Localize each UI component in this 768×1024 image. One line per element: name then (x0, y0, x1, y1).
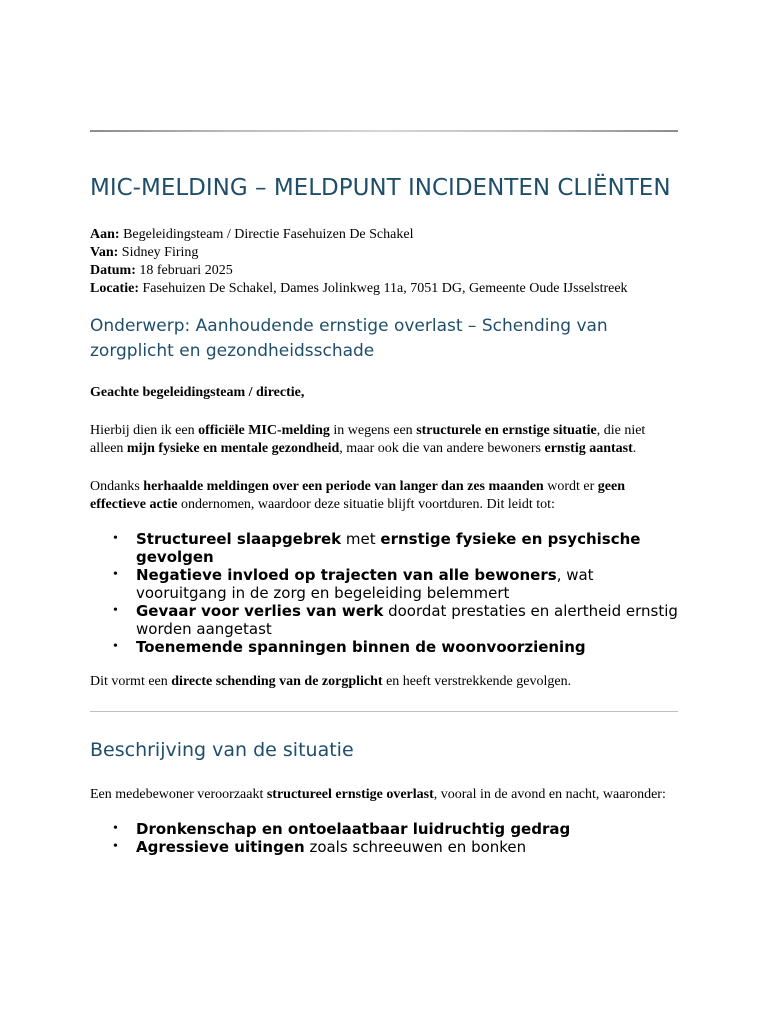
text-run: . (632, 441, 637, 456)
text-run: Ondanks (90, 479, 144, 494)
bold-text: Agressieve uitingen (136, 838, 305, 856)
top-rule (90, 130, 678, 132)
bullet-icon: • (113, 531, 118, 546)
text-run: , die niet alleen (90, 423, 646, 456)
bullet-icon: • (113, 603, 118, 618)
bold-text: ernstige fysieke en psychische gevolgen (136, 530, 641, 566)
bold-text: herhaalde meldingen over een periode van langer dan zes maanden (143, 479, 544, 494)
subject-heading: Onderwerp: Aanhoudende ernstige overlast – Schending van zorgplicht en gezondheidsschade (90, 316, 608, 361)
meta-date (90, 262, 680, 280)
situation-list (90, 820, 680, 856)
document-body (90, 170, 680, 856)
bold-text: structurele en ernstige situatie (416, 423, 597, 438)
list-item (113, 838, 680, 856)
document-title: MIC-MELDING – MELDPUNT INCIDENTEN CLIËNTEN (90, 175, 671, 201)
bold-text: Toenemende spanningen binnen de woonvoorziening (136, 638, 586, 656)
text-run: doordat prestaties en alertheid ernstig worden aangetast (136, 602, 678, 638)
meta-label: Aan: (90, 227, 120, 242)
meta-from (90, 244, 680, 262)
paragraph-situation (90, 786, 680, 804)
section-divider (90, 711, 678, 712)
list-item (113, 820, 680, 838)
meta-location (90, 280, 680, 298)
text-run: met (341, 530, 381, 548)
bullet-icon: • (113, 839, 118, 854)
bold-text: Gevaar voor verlies van werk (136, 602, 384, 620)
text-run: , vooral in de avond en nacht, waaronder: (433, 787, 666, 802)
text-run: in wegens een (329, 423, 417, 438)
bold-text: Dronkenschap en ontoelaatbaar luidruchtig gedrag (136, 820, 571, 838)
bold-text: Structureel slaapgebrek (136, 530, 342, 548)
text-run: zoals schreeuwen en bonken (304, 838, 527, 856)
bullet-icon: • (113, 821, 118, 836)
bold-text: Negatieve invloed op trajecten van alle bewoners (136, 566, 557, 584)
text-run: wordt er (543, 479, 598, 494)
text-run: Dit vormt een (90, 674, 172, 689)
bullet-icon: • (113, 639, 118, 654)
meta-block (90, 226, 680, 298)
meta-value: 18 februari 2025 (135, 263, 233, 278)
paragraph-conclusion (90, 673, 680, 691)
bold-text: directe schending van de zorgplicht (171, 674, 383, 689)
greeting: Geachte begeleidingsteam / directie, (90, 385, 305, 400)
meta-label: Datum: (90, 263, 136, 278)
bold-text: officiële MIC-melding (198, 423, 330, 438)
meta-value: Sidney Firing (118, 245, 199, 260)
paragraph-context (90, 478, 680, 514)
list-item (113, 530, 680, 566)
text-run: Een medebewoner veroorzaakt (90, 787, 267, 802)
list-item (113, 638, 680, 656)
bold-text: geen effectieve actie (90, 479, 625, 512)
bullet-icon: • (113, 567, 118, 582)
section-heading: Beschrijving van de situatie (90, 739, 354, 761)
list-item (113, 602, 680, 638)
text-run: , maar ook die van andere bewoners (339, 441, 545, 456)
list-item (113, 566, 680, 602)
text-run: , wat vooruitgang in de zorg en begeleiding belemmert (136, 566, 594, 602)
text-run: en heeft verstrekkende gevolgen. (382, 674, 572, 689)
text-run: ondernomen, waardoor deze situatie blijft voortduren. Dit leidt tot: (177, 497, 555, 512)
bold-text: mijn fysieke en mentale gezondheid (126, 441, 340, 456)
meta-label: Van: (90, 245, 119, 260)
meta-value: Fasehuizen De Schakel, Dames Jolinkweg 11a, 7051 DG, Gemeente Oude IJsselstreek (138, 281, 628, 296)
text-run: Hierbij dien ik een (90, 423, 199, 438)
bold-text: ernstig aantast (544, 441, 633, 456)
paragraph-intro (90, 422, 680, 458)
consequences-list (90, 530, 680, 656)
bold-text: structureel ernstige overlast (266, 787, 434, 802)
meta-to (90, 226, 680, 244)
meta-value: Begeleidingsteam / Directie Fasehuizen De Schakel (119, 227, 414, 242)
meta-label: Locatie: (90, 281, 139, 296)
